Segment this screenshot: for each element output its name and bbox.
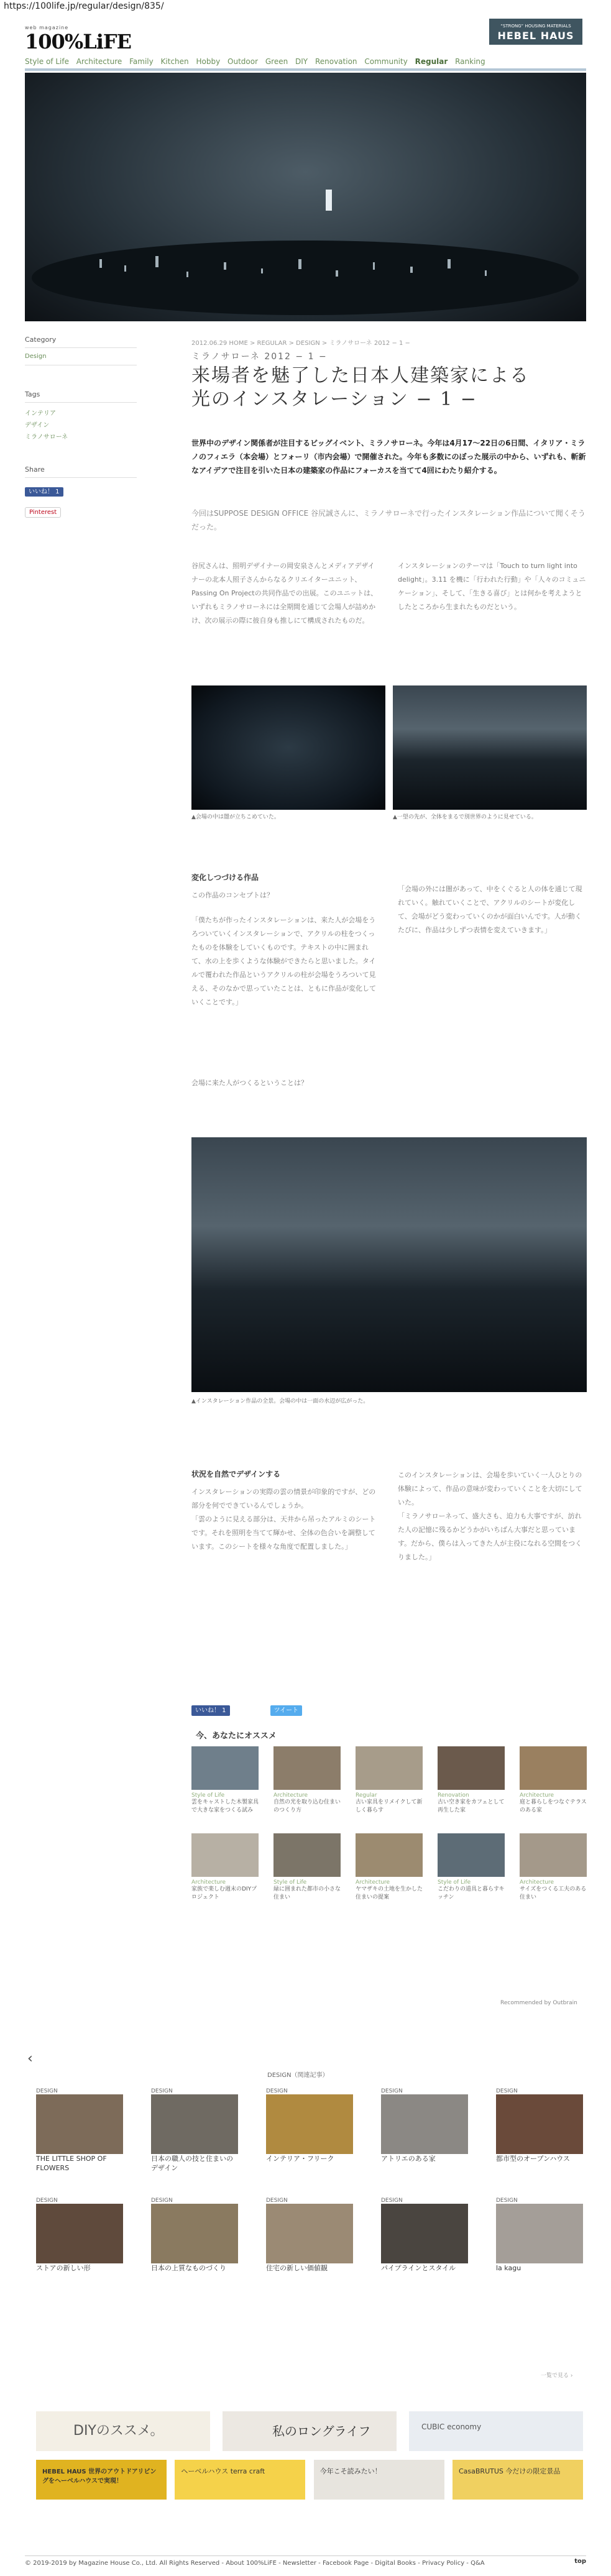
design-card[interactable] [496, 2088, 583, 2173]
recommend-thumb [438, 1833, 505, 1877]
sidebar-like-button[interactable]: いいね！ 1 [25, 487, 63, 497]
recommend-thumb [438, 1746, 505, 1790]
recommend-card[interactable] [520, 1746, 587, 1815]
recommend-thumb [520, 1746, 587, 1790]
recommend-category: Architecture [356, 1879, 390, 1886]
recommend-category: Style of Life [191, 1792, 225, 1799]
recommend-card[interactable] [273, 1833, 341, 1902]
brand-tagline: web magazine [25, 25, 69, 30]
share-bar [191, 1703, 302, 1715]
nav-item-ranking[interactable]: Ranking [455, 57, 485, 66]
twitter-tweet-button[interactable]: ツイート [270, 1705, 303, 1716]
recommend-thumb [273, 1833, 341, 1877]
design-tag: DESIGN [266, 2088, 288, 2094]
recommend-card[interactable] [356, 1833, 423, 1902]
nav-item-renovation[interactable]: Renovation [315, 57, 357, 66]
nav-item-community[interactable]: Community [364, 57, 408, 66]
recommend-text: 古い家具をリメイクして新しく暮らす [356, 1799, 423, 1813]
article-title [191, 364, 587, 411]
recommend-card[interactable] [438, 1833, 505, 1902]
design-card[interactable] [266, 2088, 353, 2173]
recommend-category: Style of Life [438, 1879, 471, 1886]
design-thumb [496, 2204, 583, 2263]
design-tag: DESIGN [496, 2198, 518, 2204]
nav-item-kitchen[interactable]: Kitchen [160, 57, 189, 66]
design-thumb [266, 2094, 353, 2154]
hero-illustration [25, 73, 586, 321]
banner-row-1 [36, 2411, 583, 2451]
recommend-card[interactable] [356, 1746, 423, 1815]
design-tag: DESIGN [381, 2088, 403, 2094]
site-logo[interactable]: 100%LiFE [25, 30, 131, 53]
section-1-heading: 変化しつづける作品 [191, 873, 259, 882]
design-title: 日本の上質なものづくり [151, 2264, 226, 2272]
recommend-text: 自然の光を取り込む住まいのつくり方 [273, 1799, 341, 1813]
recommend-thumb [520, 1833, 587, 1877]
article-lead: 世界中のデザイン関係者が注目するビッグイベント、ミラノサローネ。今年は4月17〜22日の6日間、イタリア・ミラノのフィエラ（本会場）とフォーリ（市内会場）で開催された。今年も多数にのぼった展示の中から、いずれも、斬新なアイデアで注目を引いた日本の建築家の作品にフォーカスを当てて4回にわたり紹介する。 [191, 439, 586, 475]
recommend-category: Renovation [438, 1792, 469, 1799]
nav-item-regular[interactable]: Regular [415, 57, 448, 66]
design-title: ストアの新しい形 [36, 2264, 91, 2272]
recommend-text: 古い空き家をカフェとして再生した家 [438, 1799, 505, 1813]
design-thumb [36, 2094, 123, 2154]
footer [25, 2555, 586, 2570]
design-thumb [151, 2204, 238, 2263]
recommend-text: 緑に囲まれた都市の小さな住まい [273, 1886, 341, 1900]
design-title: 日本の職人の技と住まいのデザイン [151, 2155, 233, 2172]
design-tag: DESIGN [36, 2088, 58, 2094]
article-photo-1 [191, 685, 385, 810]
recommend-text: サイズをつくる工夫のある住まい [520, 1886, 587, 1900]
nav-item-architecture[interactable]: Architecture [76, 57, 122, 66]
sponsor-small-text: “STRONG” HOUSING MATERIALS [500, 24, 571, 29]
recommend-text: ヤマザキの土地を生かした住まいの提案 [356, 1886, 423, 1900]
recommend-text: 雲をキャストした木製家具で大きな家をつくる試み [191, 1799, 259, 1813]
article-col-1: 谷尻さんは、照明デザイナーの岡安泉さんとメディアデザイナーの北本人照子さんからなるクリエイターユニット、Passing On Projectの共同作品での出展。このユニットは、いずれもミラノサローネには全期間を通じて会場人が詰めかけ、次の展示の際に彼自身も推しにて構成されたものだ。 [191, 562, 378, 625]
design-tag: DESIGN [266, 2198, 288, 2204]
design-title: アトリエのある家 [381, 2155, 436, 2163]
design-card[interactable] [151, 2198, 238, 2273]
recommend-text: 庭と暮らしをつなぐテラスのある家 [520, 1799, 587, 1813]
nav-item-family[interactable]: Family [129, 57, 154, 66]
prev-page-arrow[interactable]: ‹ [27, 2051, 33, 2066]
design-card[interactable] [266, 2198, 353, 2273]
section-1-question-2: 会場に来た人がつくるということは？ [191, 1079, 308, 1087]
tag-design[interactable]: デザイン [25, 422, 50, 429]
design-thumb [496, 2094, 583, 2154]
recommend-grid [191, 1746, 587, 1902]
recommend-card[interactable] [191, 1746, 259, 1815]
recommend-text: 家族で楽しむ週末のDIYプロジェクト [191, 1886, 257, 1900]
tag-interior[interactable]: インテリア [25, 410, 56, 417]
facebook-like-button[interactable]: いいね！ 1 [191, 1705, 230, 1716]
design-tag: DESIGN [381, 2198, 403, 2204]
design-list-heading: DESIGN（関連記事） [267, 2072, 329, 2079]
recommend-thumb [356, 1746, 423, 1790]
back-to-top-link[interactable]: top [574, 2558, 586, 2565]
recommend-thumb [356, 1833, 423, 1877]
hebel-outdoor-banner[interactable]: HEBEL HAUS 世界のアウトドアリビングをヘーベルハウスで実現！ [36, 2460, 167, 2500]
article-intro: 今回はSUPPOSE DESIGN OFFICE 谷尻誠さんに、ミラノサローネで行ったインスタレーション作品について聞くそうだった。 [191, 509, 586, 531]
section-2-col-2: このインスタレーションは、会場を歩いていく一人ひとりの体験によって、作品の意味が変わっていくことを大切にしていた。 「ミラノサローネって、盛大さも、迫力も大事ですが、訪れた人の記憶に残るかどうかがいちばん大事だと思っています。だから、僕らは入ってきた人が主役になれる空間をつくりました。」 [398, 1471, 582, 1561]
article-col-2: インスタレーションのテーマは「Touch to turn light into delight」。3.11 を機に「行われた行動」や「人々のコミュニケーション」、そして、「生きる喜び」とは何かを考えようとしたところから生まれたものだという。 [398, 562, 586, 611]
recommend-category: Style of Life [273, 1879, 307, 1886]
design-thumb [36, 2204, 123, 2263]
share-heading: Share [25, 465, 45, 474]
design-grid [36, 2088, 583, 2273]
design-card[interactable] [36, 2198, 123, 2273]
tags-heading: Tags [25, 390, 40, 398]
design-card[interactable] [381, 2198, 468, 2273]
recommend-card[interactable] [191, 1833, 259, 1902]
terra-craft-banner[interactable]: ヘーベルハウス terra craft [175, 2460, 305, 2500]
recommend-category: Architecture [520, 1792, 554, 1799]
design-thumb [266, 2204, 353, 2263]
footer-divider [25, 2555, 586, 2556]
article-kicker: ミラノサローネ 2012 − 1 − [191, 352, 328, 362]
photo-2-caption: ▲一望の先が、全体をまるで別世界のように見せている。 [393, 814, 537, 820]
books-banner[interactable]: 今年こそ読みたい！ [314, 2460, 444, 2500]
design-title: 都市型のオープンハウス [496, 2155, 570, 2163]
recommend-heading: 今、あなたにオススメ [196, 1731, 277, 1741]
category-heading: Category [25, 336, 57, 344]
section-2-heading: 状況を自然でデザインする [191, 1470, 281, 1478]
recommend-category: Architecture [520, 1879, 554, 1886]
article-photo-3 [191, 1137, 587, 1392]
design-card[interactable] [381, 2088, 468, 2173]
nav-item-hobby[interactable]: Hobby [196, 57, 221, 66]
casabrutus-banner[interactable]: CasaBRUTUS 今だけの限定景品 [453, 2460, 583, 2500]
recommend-card[interactable] [520, 1833, 587, 1902]
design-thumb [151, 2094, 238, 2154]
design-title: インテリア・フリーク [266, 2155, 334, 2163]
design-tag: DESIGN [151, 2198, 173, 2204]
design-more-link[interactable]: 一覧で見る › [541, 2373, 573, 2379]
recommend-category: Architecture [273, 1792, 308, 1799]
recommend-thumb [273, 1746, 341, 1790]
diy-banner[interactable]: DIYのススメ。 [36, 2411, 210, 2451]
main-nav [25, 57, 490, 66]
recommend-category: Architecture [191, 1879, 226, 1886]
photo-3-caption: ▲インスタレーション作品の全景。会場の中は一面の水辺が広がった。 [191, 1398, 369, 1405]
nav-item-green[interactable]: Green [265, 57, 288, 66]
sidebar-pinterest-button[interactable]: Pinterest [25, 507, 61, 518]
tag-milano-salone[interactable]: ミラノサローネ [25, 434, 68, 441]
design-title: 住宅の新しい価値観 [266, 2264, 328, 2272]
sidebar-category-design[interactable]: Design [25, 353, 47, 360]
design-title: la kagu [496, 2264, 521, 2272]
recommend-card[interactable] [273, 1746, 341, 1815]
nav-item-diy[interactable]: DIY [295, 57, 308, 66]
design-card[interactable] [36, 2088, 123, 2173]
nav-divider [25, 68, 586, 71]
design-card[interactable] [151, 2088, 238, 2173]
design-thumb [381, 2094, 468, 2154]
recommend-thumb [191, 1833, 259, 1877]
design-thumb [381, 2204, 468, 2263]
design-tag: DESIGN [36, 2198, 58, 2204]
section-2-col-1: インスタレーションの実際の雲の情景が印象的ですが、どの部分を何でできているんでしょうか。 「雲のように見える部分は、天井から吊ったアルミのシートです。それを照明を当てて輝かせ、全体の色合いを調整しています。このシートを様々な角度で配置しました。」 [191, 1488, 376, 1551]
recommend-card[interactable] [438, 1746, 505, 1815]
article-meta: 2012.06.29 HOME > REGULAR > DESIGN > ミラノサローネ 2012 − 1 − [191, 340, 410, 347]
footer-copyright[interactable]: © 2019-2019 by Magazine House Co., Ltd. All Rights Reserved - About 100%LiFE - Newsletter - Facebook Page - Digital Books - Privacy Policy - Q&A [25, 2560, 485, 2567]
sidebar-divider [25, 402, 137, 403]
sponsor-big-text: HEBEL HAUS [497, 30, 574, 42]
banner-row-2 [36, 2460, 583, 2500]
nav-item-outdoor[interactable]: Outdoor [227, 57, 259, 66]
section-1-question-1: この作品のコンセプトは？ [191, 891, 273, 899]
hero-image [25, 73, 586, 321]
design-tag: DESIGN [496, 2088, 518, 2094]
photo-1-caption: ▲会場の中は闇が立ちこめていた。 [191, 814, 280, 820]
design-title: THE LITTLE SHOP OF FLOWERS [36, 2155, 107, 2172]
recommend-text: こだわりの道具と暮らすキッチン [438, 1886, 505, 1900]
recommend-category: Regular [356, 1792, 377, 1799]
design-title: パイプラインとスタイル [381, 2264, 456, 2272]
section-1-answer-2: 「会場の外には闇があって、中をくぐると人の体を通じて現れていく。触れていくことで、アクリルのシートが変化して、会場がどう変わっていくのかが面白いんです。人が動くたびに、作品は少しずつ表情を変えていきます。」 [398, 885, 582, 934]
article-photo-2 [393, 685, 587, 810]
longlife-banner[interactable]: 私のロングライフ [223, 2411, 397, 2451]
recommend-thumb [191, 1746, 259, 1790]
sidebar-divider [25, 347, 137, 348]
design-tag: DESIGN [151, 2088, 173, 2094]
url-bar-text[interactable]: https://100life.jp/regular/design/835/ [4, 1, 164, 11]
sponsor-banner[interactable] [489, 19, 582, 45]
cubic-banner[interactable]: CUBIC economy [409, 2411, 583, 2451]
article-title-line-2: 光のインスタレーション − 1 − [191, 388, 477, 410]
outbrain-credit[interactable]: Recommended by Outbrain [500, 2000, 577, 2006]
design-card[interactable] [496, 2198, 583, 2273]
sidebar-divider [25, 477, 137, 478]
sidebar [25, 336, 137, 516]
article-title-line-1: 来場者を魅了した日本人建築家による [191, 365, 530, 387]
nav-item-style-of-life[interactable]: Style of Life [25, 57, 69, 66]
section-1-answer-1: 「僕たちが作ったインスタレーションは、来た人が会場をうろついていくインスタレーションで、アクリルの柱をつくったものを体験をしていくものです。テキストの中に囲まれて、水の上を歩くような体験ができたらと思いました。タイルで覆われた作品というアクリルの柱が会場をうろついて見える、そのなかで思っていたことは、ともに作品が変化していくことです。」 [191, 916, 376, 1006]
